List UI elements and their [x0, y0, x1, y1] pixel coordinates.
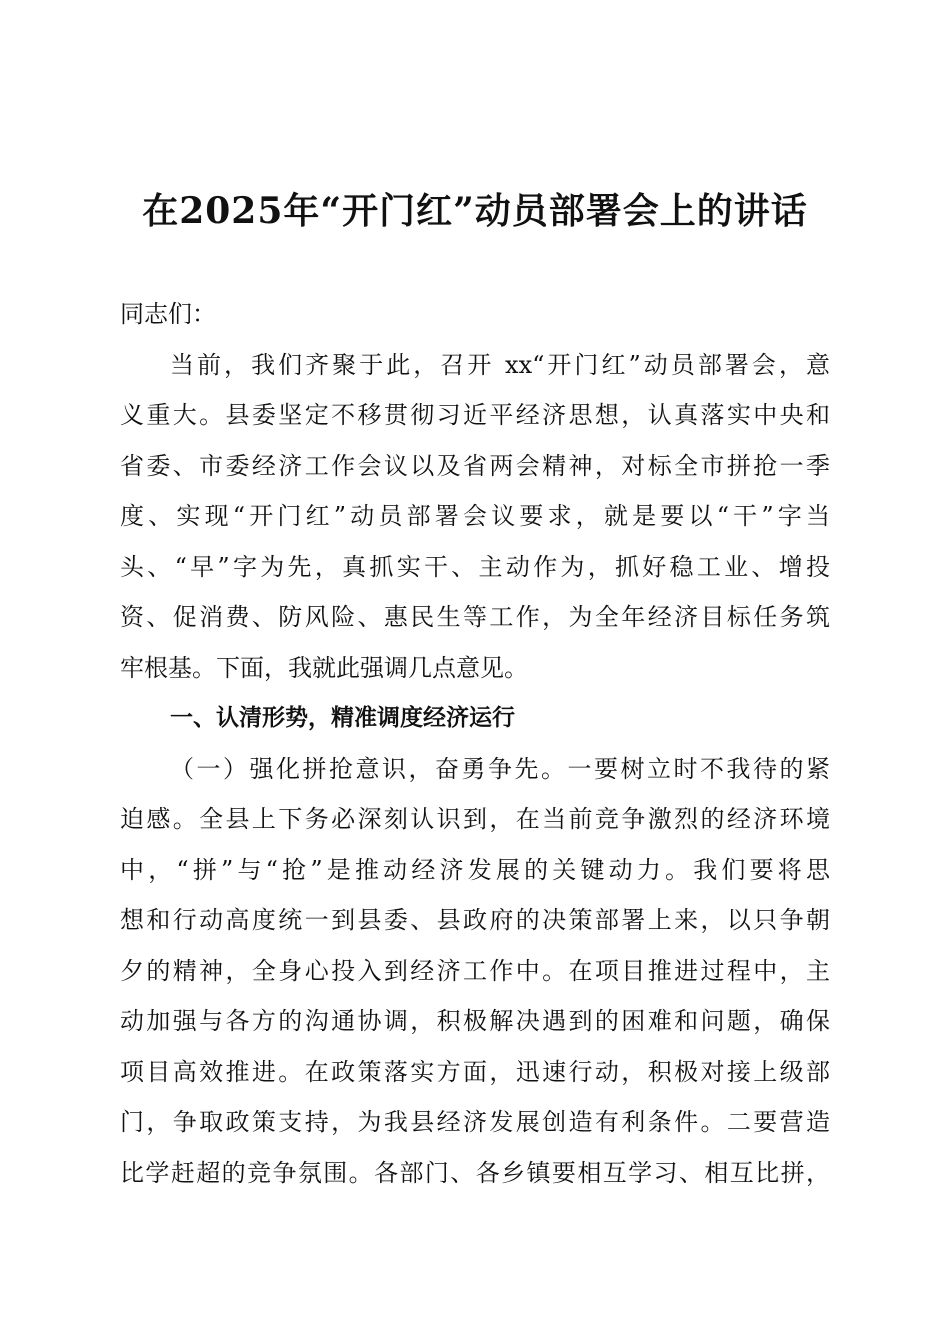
paragraph-line: 项目高效推进。在政策落实方面，迅速行动，积极对接上级部 — [120, 1057, 830, 1086]
paragraph-line: 义重大。县委坚定不移贯彻习近平经济思想，认真落实中央和 — [120, 401, 830, 429]
paragraph-line: 度、实现“开门红”动员部署会议要求，就是要以“干”字当 — [120, 502, 830, 530]
paragraph-line: 中，“拼”与“抢”是推动经济发展的关键动力。我们要将思 — [120, 855, 830, 884]
paragraph-line: 当前，我们齐聚于此，召开 xx“开门红”动员部署会，意 — [170, 350, 830, 379]
paragraph-line: 门，争取政策支持，为我县经济发展创造有利条件。二要营造 — [120, 1108, 830, 1136]
paragraph-line: 动加强与各方的沟通协调，积极解决遇到的困难和问题，确保 — [120, 1007, 830, 1035]
page-title: 在2025年“开门红”动员部署会上的讲话 — [142, 190, 808, 232]
paragraph-line: 想和行动高度统一到县委、县政府的决策部署上来，以只争朝 — [120, 906, 830, 934]
paragraph-line: 资、促消费、防风险、惠民生等工作，为全年经济目标任务筑 — [120, 603, 830, 631]
paragraph-line: 迫感。全县上下务必深刻认识到，在当前竞争激烈的经济环境 — [120, 805, 830, 833]
salutation: 同志们： — [120, 300, 216, 328]
paragraph-line: 省委、市委经济工作会议以及省两会精神，对标全市拼抢一季 — [120, 451, 830, 480]
section-heading: 一、认清形势，精准调度经济运行 — [170, 705, 515, 731]
paragraph-line: （一）强化拼抢意识，奋勇争先。一要树立时不我待的紧 — [170, 754, 830, 783]
paragraph-line: 比学赶超的竞争氛围。各部门、各乡镇要相互学习、相互比拼， — [120, 1158, 830, 1187]
paragraph-line: 头、“早”字为先，真抓实干、主动作为，抓好稳工业、增投 — [120, 552, 830, 581]
paragraph-line: 牢根基。下面，我就此强调几点意见。 — [120, 653, 528, 682]
speech-body — [120, 289, 830, 1198]
paragraph-line: 夕的精神，全身心投入到经济工作中。在项目推进过程中，主 — [120, 956, 830, 985]
